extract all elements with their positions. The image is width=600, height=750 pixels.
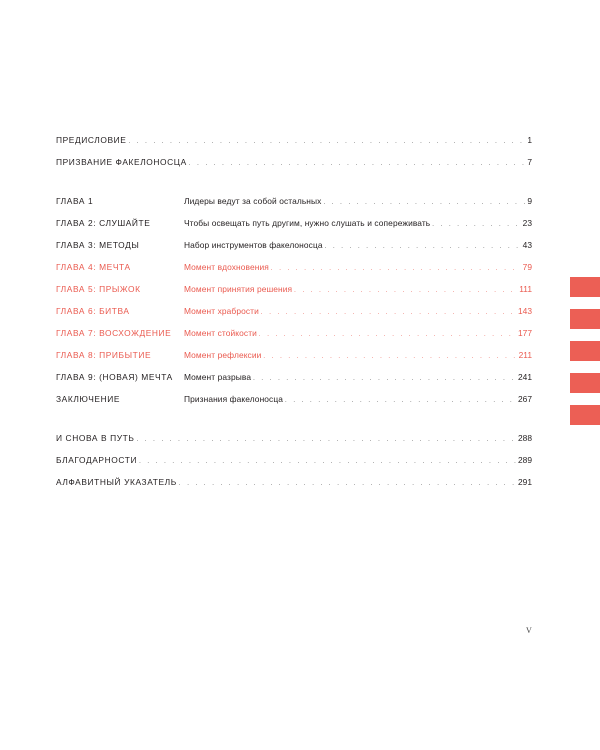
toc-entry-page: 7 — [527, 157, 532, 167]
dot-leader — [136, 433, 516, 447]
chapter-page: 241 — [518, 372, 532, 382]
toc-entry-page: 288 — [518, 433, 532, 443]
toc-entry-chapter-8[interactable] — [56, 348, 532, 362]
toc-entry-chapter-4[interactable] — [56, 260, 532, 274]
dot-leader — [271, 262, 521, 276]
toc-entry-chapter-9[interactable] — [56, 370, 532, 384]
toc-entry-calling[interactable] — [56, 155, 532, 169]
edge-tab — [570, 373, 600, 393]
chapter-label: ГЛАВА 4: МЕЧТА — [56, 262, 131, 272]
toc-entry-page: 291 — [518, 477, 532, 487]
chapter-title: Набор инструментов факелоносца — [184, 240, 323, 250]
chapter-label: ГЛАВА 2: СЛУШАЙТЕ — [56, 218, 151, 228]
toc-entry-label: И СНОВА В ПУТЬ — [56, 433, 135, 443]
toc-entry-acknowledgements[interactable] — [56, 453, 532, 467]
chapter-label: ГЛАВА 9: (НОВАЯ) МЕЧТА — [56, 372, 173, 382]
chapter-label: ЗАКЛЮЧЕНИЕ — [56, 394, 121, 404]
dot-leader — [263, 350, 516, 364]
edge-tab — [570, 277, 600, 297]
toc-entry-label: АЛФАВИТНЫЙ УКАЗАТЕЛЬ — [56, 477, 177, 487]
chapter-page: 9 — [527, 196, 532, 206]
chapter-page: 143 — [518, 306, 532, 316]
chapter-page: 43 — [522, 240, 532, 250]
toc-entry-label: ПРЕДИСЛОВИЕ — [56, 135, 127, 145]
chapter-page: 177 — [518, 328, 532, 338]
chapter-title: Момент рефлексии — [184, 350, 262, 360]
dot-leader — [179, 477, 516, 491]
dot-leader — [294, 284, 517, 298]
chapter-title: Момент стойкости — [184, 328, 257, 338]
chapter-title: Момент принятия решения — [184, 284, 293, 294]
chapter-label: ГЛАВА 5: ПРЫЖОК — [56, 284, 141, 294]
toc-entry-page: 1 — [527, 135, 532, 145]
dot-leader — [189, 157, 526, 171]
toc-entry-index[interactable] — [56, 475, 532, 489]
toc-entry-chapter-3[interactable] — [56, 238, 532, 252]
edge-tab — [570, 341, 600, 361]
dot-leader — [323, 196, 525, 210]
toc-entry-chapter-7[interactable] — [56, 326, 532, 340]
chapter-label: ГЛАВА 6: БИТВА — [56, 306, 130, 316]
toc-entry-preface[interactable] — [56, 133, 532, 147]
chapter-label: ГЛАВА 1 — [56, 196, 94, 206]
chapter-title: Момент вдохновения — [184, 262, 269, 272]
chapter-label: ГЛАВА 8: ПРИБЫТИЕ — [56, 350, 152, 360]
chapter-page: 111 — [519, 284, 532, 294]
chapter-title: Чтобы освещать путь другим, нужно слушать и сопереживать — [184, 218, 431, 228]
dot-leader — [285, 394, 516, 408]
toc-entry-onward[interactable] — [56, 431, 532, 445]
chapter-title: Момент разрыва — [184, 372, 252, 382]
chapter-title: Момент храбрости — [184, 306, 259, 316]
toc-entry-chapter-5[interactable] — [56, 282, 532, 296]
toc-entry-chapter-1[interactable] — [56, 194, 532, 208]
dot-leader — [139, 455, 516, 469]
chapter-title: Признания факелоносца — [184, 394, 283, 404]
dot-leader — [261, 306, 516, 320]
edge-tab — [570, 309, 600, 329]
dot-leader — [128, 135, 525, 149]
dot-leader — [325, 240, 521, 254]
toc-entry-chapter-2[interactable] — [56, 216, 532, 230]
chapter-edge-tabs — [570, 277, 600, 437]
toc-entry-conclusion[interactable] — [56, 392, 532, 406]
dot-leader — [432, 218, 520, 232]
edge-tab — [570, 405, 600, 425]
chapter-page: 267 — [518, 394, 532, 404]
toc-entry-label: ПРИЗВАНИЕ ФАКЕЛОНОСЦА — [56, 157, 187, 167]
chapter-page: 79 — [522, 262, 532, 272]
dot-leader — [259, 328, 516, 342]
toc-entry-label: БЛАГОДАРНОСТИ — [56, 455, 138, 465]
toc-entry-chapter-6[interactable] — [56, 304, 532, 318]
chapter-label: ГЛАВА 7: ВОСХОЖДЕНИЕ — [56, 328, 172, 338]
toc-entry-page: 289 — [518, 455, 532, 465]
chapter-title: Лидеры ведут за собой остальных — [184, 196, 322, 206]
chapter-page: 23 — [522, 218, 532, 228]
chapter-label: ГЛАВА 3: МЕТОДЫ — [56, 240, 140, 250]
chapter-page: 211 — [518, 350, 532, 360]
dot-leader — [253, 372, 516, 386]
page-number: V — [526, 626, 532, 635]
